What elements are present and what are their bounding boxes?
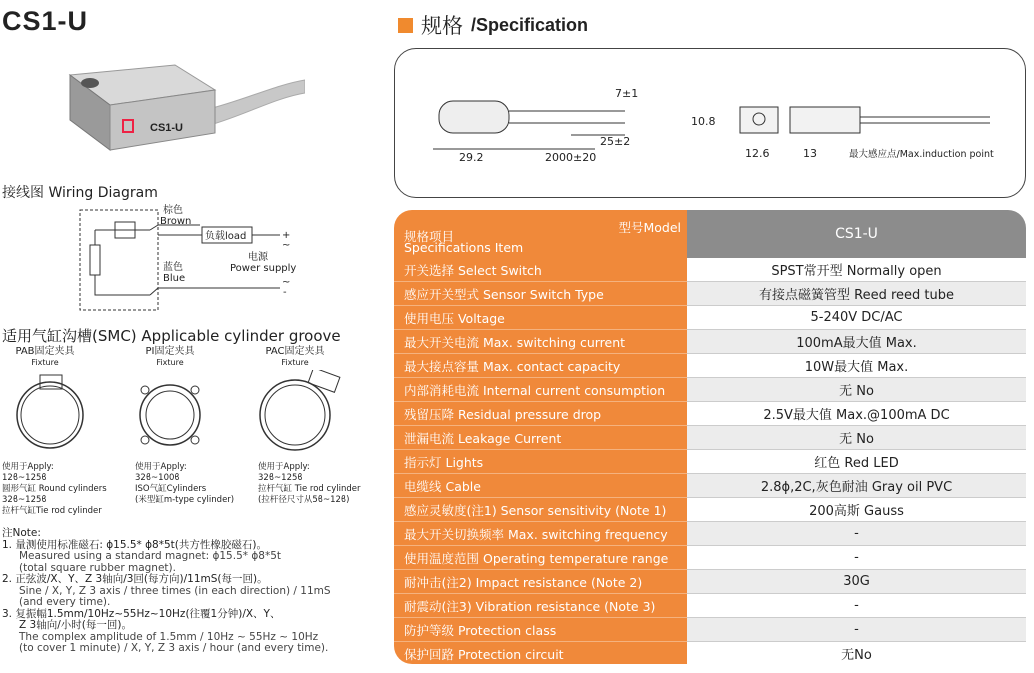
apply-line: (米型缸m-type cylinder) — [135, 495, 235, 505]
row-value: 无 No — [687, 378, 1026, 402]
fixture-sub: Fixture — [281, 358, 309, 367]
fixture-name: PAC固定夹具 — [265, 346, 325, 357]
fixture-pac-apply — [258, 462, 360, 506]
row-value: 30G — [687, 570, 1026, 594]
note-en: The complex amplitude of 1.5mm / 10Hz ~ 55Hz ~ 10Hz — [19, 630, 319, 643]
apply-line: 圆形气缸 Round cylinders — [2, 484, 107, 494]
row-label: 内部消耗电流 Internal current consumption — [394, 378, 687, 402]
row-value: - — [687, 618, 1026, 642]
fixture-pac-label — [250, 346, 340, 368]
fixture-drawings — [5, 370, 375, 460]
row-value: 10W最大值 Max. — [687, 354, 1026, 378]
table-row — [394, 570, 1026, 594]
row-value: 5-240V DC/AC — [687, 306, 1026, 330]
table-row — [394, 330, 1026, 354]
row-value: 2.8ϕ,2C,灰色耐油 Gray oil PVC — [687, 474, 1026, 498]
notes — [2, 528, 382, 655]
apply-line: 32ϐ~100ϐ — [135, 473, 180, 483]
spec-heading-en: /Specification — [471, 14, 589, 35]
table-row — [394, 282, 1026, 306]
note-cn: 2. 正弦波/X、Y、Z 3轴向/3回(每方向)/11mS(每一回)。 — [2, 573, 268, 585]
fixture-name: PI固定夹具 — [145, 346, 195, 357]
fixture-sub: Fixture — [31, 358, 59, 367]
table-row — [394, 378, 1026, 402]
groove-title: 适用气缸沟槽(SMC) Applicable cylinder groove — [2, 327, 341, 345]
spec-heading-cn: 规格 — [421, 14, 463, 38]
row-value: 100mA最大值 Max. — [687, 330, 1026, 354]
table-row — [394, 546, 1026, 570]
note-en: Sine / X, Y, Z 3 axis / three times (in each direction) / 11mS — [19, 584, 331, 597]
power-cn-label: 电源 — [248, 252, 268, 263]
brown-cn-label: 棕色 — [163, 205, 183, 216]
row-label: 开关选择 Select Switch — [394, 258, 687, 282]
row-value: - — [687, 522, 1026, 546]
row-label: 耐震动(注3) Vibration resistance (Note 3) — [394, 594, 687, 618]
row-label: 使用温度范围 Operating temperature range — [394, 546, 687, 570]
brown-en-label: Brown — [160, 216, 192, 227]
row-label: 耐冲击(注2) Impact resistance (Note 2) — [394, 570, 687, 594]
apply-line: 拉杆气缸 Tie rod cylinder — [258, 484, 361, 494]
load-label: 负载load — [205, 231, 247, 242]
note-cn: 3. 复振幅1.5mm/10Hz~55Hz~10Hz(往覆1分钟)/X、Y、 — [2, 607, 281, 620]
apply-line: 12ϐ~125ϐ — [2, 473, 47, 483]
blue-en-label: Blue — [163, 273, 186, 284]
apply-line: 使用于Apply: — [135, 462, 187, 472]
wiring-diagram-title: 接线图 Wiring Diagram — [2, 185, 158, 201]
product-label: CS1-U — [150, 122, 184, 134]
apply-line: 使用于Apply: — [2, 462, 54, 472]
minus-sign: - — [283, 287, 287, 298]
row-label: 防护等级 Protection class — [394, 618, 687, 642]
table-row — [394, 450, 1026, 474]
dim-25: 25±2 — [600, 135, 631, 148]
row-label: 感应开关型式 Sensor Switch Type — [394, 282, 687, 306]
row-label: 最大开关电流 Max. switching current — [394, 330, 687, 354]
header-value: CS1-U — [687, 210, 1026, 258]
apply-line: ISO气缸Cylinders — [135, 484, 207, 494]
row-value: - — [687, 594, 1026, 618]
orange-square-icon — [398, 18, 413, 33]
header-item-en: Specifications Item — [404, 240, 524, 255]
spec-table — [394, 210, 1026, 664]
row-label: 泄漏电流 Leakage Current — [394, 426, 687, 450]
table-row — [394, 258, 1026, 282]
table-row — [394, 426, 1026, 450]
dimension-drawing-box — [394, 48, 1026, 198]
dim-12-6: 12.6 — [745, 147, 770, 160]
apply-line: 32ϐ~125ϐ — [2, 495, 47, 505]
row-value: - — [687, 546, 1026, 570]
header-label-cell — [394, 210, 687, 258]
note-en: Measured using a standard magnet: ϕ15.5* ϕ8*5t — [19, 550, 281, 562]
wiring-diagram — [60, 200, 320, 315]
row-label: 使用电压 Voltage — [394, 306, 687, 330]
table-row — [394, 354, 1026, 378]
table-row — [394, 618, 1026, 642]
row-value: 无 No — [687, 426, 1026, 450]
row-value: 200高斯 Gauss — [687, 498, 1026, 522]
blue-cn-label: 蓝色 — [163, 262, 183, 273]
row-value: 无No — [687, 642, 1026, 664]
header-item-cn: 规格项目 — [404, 229, 455, 244]
tilde-sign: ~ — [282, 240, 291, 251]
dim-13: 13 — [803, 147, 817, 160]
apply-line: 32ϐ~125ϐ — [258, 473, 303, 483]
row-label: 最大接点容量 Max. contact capacity — [394, 354, 687, 378]
row-label: 电缆线 Cable — [394, 474, 687, 498]
power-en-label: Power supply — [230, 263, 297, 274]
note-cn: Z 3轴向/小时(每一回)。 — [19, 619, 132, 631]
notes-heading: 注Note: — [2, 527, 41, 539]
table-row — [394, 594, 1026, 618]
product-photo — [55, 55, 305, 165]
table-row — [394, 498, 1026, 522]
apply-line: (拉杆径尺寸从5ϐ~12ϐ) — [258, 495, 350, 505]
note-en: (and every time). — [19, 596, 111, 608]
row-value: 有接点磁簧管型 Reed reed tube — [687, 282, 1026, 306]
row-label: 保护回路 Protection circuit — [394, 642, 687, 664]
row-value: 红色 Red LED — [687, 450, 1026, 474]
fixture-pi-label — [125, 346, 215, 368]
row-value: SPST常开型 Normally open — [687, 258, 1026, 282]
row-label: 最大开关切换频率 Max. switching frequency — [394, 522, 687, 546]
table-row — [394, 402, 1026, 426]
table-row — [394, 522, 1026, 546]
table-row — [394, 474, 1026, 498]
max-induction-point-label: 最大感应点/Max.induction point — [849, 149, 994, 160]
row-label: 残留压降 Residual pressure drop — [394, 402, 687, 426]
row-label: 指示灯 Lights — [394, 450, 687, 474]
spec-heading — [398, 10, 588, 40]
table-row — [394, 642, 1026, 664]
dim-10-8: 10.8 — [691, 115, 716, 128]
dim-7: 7±1 — [615, 87, 639, 100]
dimension-drawing — [395, 49, 1025, 197]
note-en: (total square rubber magnet). — [19, 561, 176, 574]
fixture-pi-apply — [135, 462, 234, 506]
fixture-sub: Fixture — [156, 358, 184, 367]
row-label: 感应灵敏度(注1) Sensor sensitivity (Note 1) — [394, 498, 687, 522]
apply-line: 使用于Apply: — [258, 462, 310, 472]
dim-29-2: 29.2 — [459, 151, 484, 164]
page-title: CS1-U — [2, 6, 89, 36]
tilde-sign: ~ — [282, 277, 291, 288]
dim-2000: 2000±20 — [545, 151, 597, 164]
header-model: 型号Model — [618, 220, 681, 235]
fixture-pab-apply — [2, 462, 107, 517]
fixture-name: PAB固定夹具 — [15, 346, 75, 357]
apply-line: 拉杆气缸Tie rod cylinder — [2, 506, 102, 516]
table-row — [394, 306, 1026, 330]
row-value: 2.5V最大值 Max.@100mA DC — [687, 402, 1026, 426]
note-cn: 1. 量测使用标准磁石: ϕ15.5* ϕ8*5t(共方性橡胶磁石)。 — [2, 538, 267, 551]
fixture-pab-label — [0, 346, 90, 368]
spec-table-header — [394, 210, 1026, 258]
plus-sign: + — [282, 230, 291, 241]
note-en: (to cover 1 minute) / X, Y, Z 3 axis / hour (and every time). — [19, 642, 329, 654]
